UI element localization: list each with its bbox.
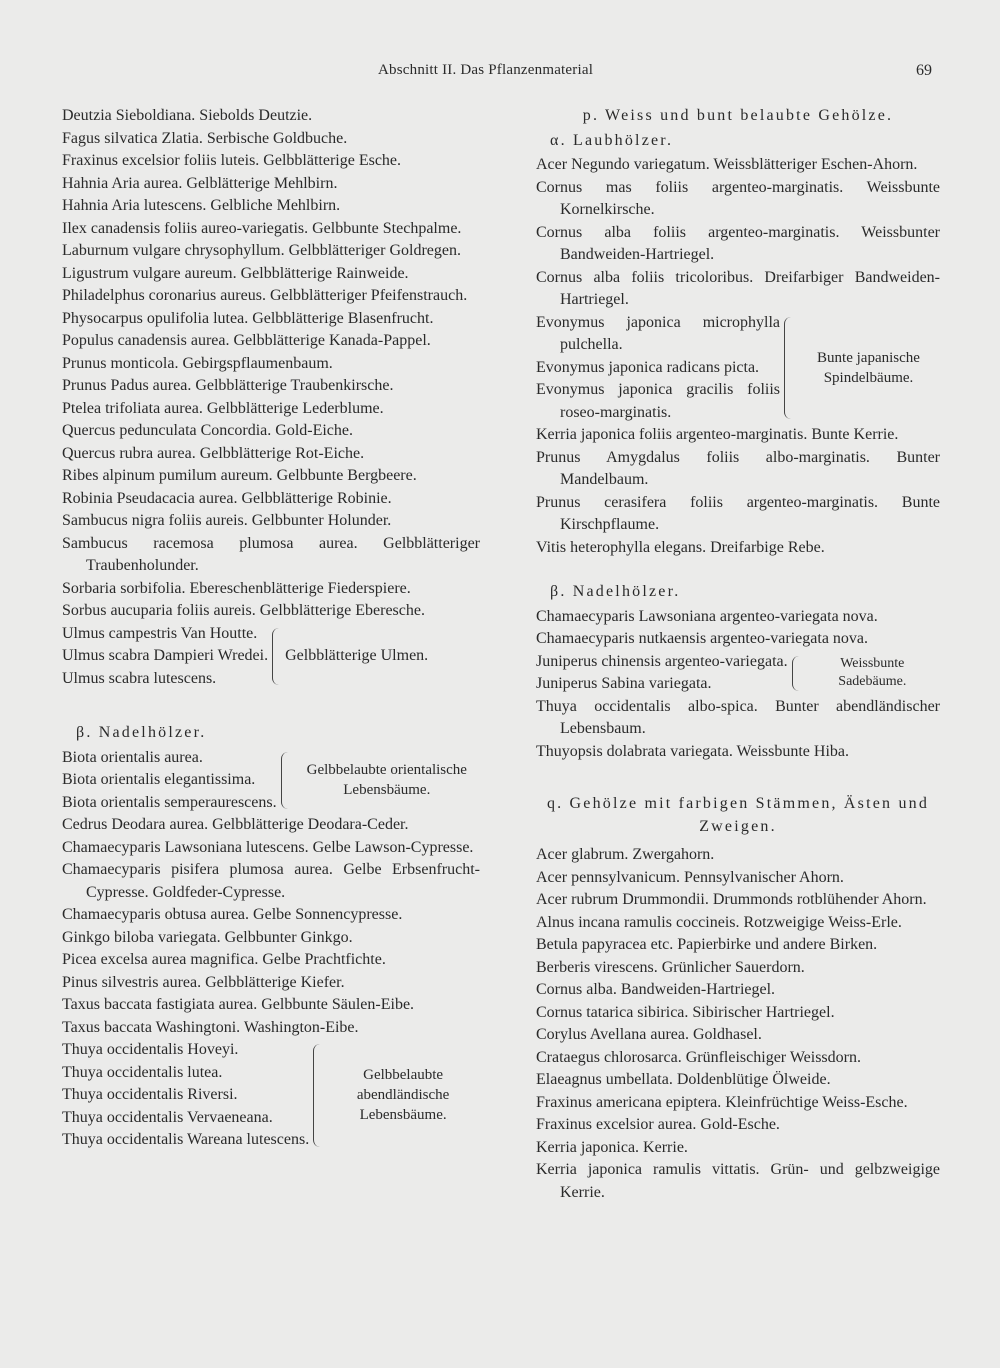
entry-item: Elaeagnus umbellata. Doldenblütige Ölweide. xyxy=(536,1071,831,1088)
biota-group xyxy=(62,747,480,815)
entry-item: Taxus baccata fastigiata aurea. Gelbbunte Säulen-Eibe. xyxy=(62,996,415,1013)
entry-item: Acer rubrum Drummondii. Drummonds rotblühender Ahorn. xyxy=(536,891,927,908)
entry-item: Quercus rubra aurea. Gelbblätterige Rot-Eiche. xyxy=(62,444,365,462)
entry-list-top xyxy=(62,105,480,623)
group-item: Ulmus scabra lutescens. xyxy=(62,669,217,687)
entry-item: Thuyopsis dolabrata variegata. Weissbunte Hiba. xyxy=(536,742,849,760)
thuya-group-label: Gelbbelaubte abendländische Lebensbäume. xyxy=(356,1067,450,1124)
entry-item: Fraxinus excelsior foliis luteis. Gelbblätterige Esche. xyxy=(62,152,402,169)
section-p-heading: p. Weiss und bunt belaubte Gehölze. xyxy=(582,107,894,124)
group-item: Biota orientalis elegantissima. xyxy=(62,771,256,788)
thuya-group xyxy=(62,1039,480,1152)
entry-item: Chamaecyparis pisifera plumosa aurea. Gelbe Erbsenfrucht-Cypresse. Goldfeder-Cypresse. xyxy=(62,861,480,901)
entry-item: Philadelphus coronarius aureus. Gelbblätteriger Pfeifenstrauch. xyxy=(62,287,468,304)
page-number: 69 xyxy=(916,62,932,79)
group-item: Ulmus campestris Van Houtte. xyxy=(62,624,258,642)
group-item: Ulmus scabra Dampieri Wredei. xyxy=(62,647,269,664)
brace-icon xyxy=(784,317,791,420)
entry-item: Laburnum vulgare chrysophyllum. Gelbblätteriger Goldregen. xyxy=(62,242,461,259)
group-item: Thuya occidentalis Wareana lutescens. xyxy=(62,1131,310,1148)
entry-item: Cornus alba foliis argenteo-marginatis. Weissbunter Bandweiden-Hartriegel. xyxy=(536,223,940,263)
group-item: Evonymus japonica gracilis foliis roseo-marginatis. xyxy=(536,381,780,421)
left-column xyxy=(62,105,480,1152)
entry-item: Cornus tatarica sibirica. Sibirischer Hartriegel. xyxy=(536,1003,835,1021)
entry-item: Prunus Amygdalus foliis albo-marginatis. Bunter Mandelbaum. xyxy=(536,448,940,488)
juniperus-group-label: Weissbunte Sadebäume. xyxy=(838,656,907,689)
laub-heading: α. Laubhölzer. xyxy=(550,131,674,149)
entry-item: Picea excelsa aurea magnifica. Gelbe Prachtfichte. xyxy=(62,951,386,968)
entry-item: Corylus Avellana aurea. Goldhasel. xyxy=(536,1026,762,1043)
group-item: Biota orientalis aurea. xyxy=(62,748,203,766)
entry-list-q xyxy=(536,844,940,1204)
entry-item: Cedrus Deodara aurea. Gelbblätterige Deodara-Ceder. xyxy=(62,816,409,833)
entry-item: Acer glabrum. Zwergahorn. xyxy=(536,846,715,863)
entry-item: Acer pennsylvanicum. Pennsylvanischer Ahorn. xyxy=(536,868,844,886)
entry-item: Acer Negundo variegatum. Weissblätteriger Eschen-Ahorn. xyxy=(536,156,918,173)
entry-item: Crataegus chlorosarca. Grünfleischiger Weissdorn. xyxy=(536,1048,861,1066)
juniperus-items xyxy=(536,651,788,696)
entry-item: Fagus silvatica Zlatia. Serbische Goldbuche. xyxy=(62,129,348,147)
juniperus-group xyxy=(536,651,940,696)
entry-item: Prunus cerasifera foliis argenteo-marginatis. Bunte Kirschpflaume. xyxy=(536,493,940,533)
entry-item: Robinia Pseudacacia aurea. Gelbblätterige Robinie. xyxy=(62,489,392,507)
entry-item: Ligustrum vulgare aureum. Gelbblätterige Rainweide. xyxy=(62,264,409,282)
entry-item: Ptelea trifoliata aurea. Gelbblätterige Lederblume. xyxy=(62,399,384,417)
entry-item: Hahnia Aria aurea. Gelblätterige Mehlbirn. xyxy=(62,174,338,192)
evonymus-group-label: Bunte japanische Spindelbäume. xyxy=(817,349,920,386)
entry-item: Ribes alpinum pumilum aureum. Gelbbunte Bergbeere. xyxy=(62,467,417,484)
entry-item: Quercus pedunculata Concordia. Gold-Eiche. xyxy=(62,422,354,439)
ulmus-group xyxy=(62,623,480,691)
evonymus-items xyxy=(536,312,780,425)
entry-item: Cornus mas foliis argenteo-marginatis. Weissbunte Kornelkirsche. xyxy=(536,178,940,218)
biota-group-label: Gelbbelaubte orientalische Lebensbäume. xyxy=(306,762,467,799)
entry-item: Prunus Padus aurea. Gelbblätterige Traubenkirsche. xyxy=(62,377,394,394)
group-item: Juniperus chinensis argenteo-variegata. xyxy=(536,652,788,670)
entry-item: Physocarpus opulifolia lutea. Gelbblätterige Blasenfrucht. xyxy=(62,309,434,327)
entry-item: Sorbus aucuparia foliis aureis. Gelbblätterige Eberesche. xyxy=(62,602,425,619)
entry-item: Kerria japonica. Kerrie. xyxy=(536,1138,688,1156)
entry-item: Taxus baccata Washingtoni. Washington-Eibe. xyxy=(62,1018,359,1036)
entry-item: Kerria japonica foliis argenteo-marginatis. Bunte Kerrie. xyxy=(536,426,899,443)
entry-list-p2 xyxy=(536,424,940,559)
entry-item: Chamaecyparis Lawsoniana argenteo-variegata nova. xyxy=(536,607,878,625)
group-item: Juniperus Sabina variegata. xyxy=(536,675,712,692)
entry-item: Vitis heterophylla elegans. Dreifarbige Rebe. xyxy=(536,538,825,556)
entry-item: Fraxinus excelsior aurea. Gold-Esche. xyxy=(536,1116,780,1133)
entry-item: Alnus incana ramulis coccineis. Rotzweigige Weiss-Erle. xyxy=(536,913,902,931)
entry-item: Sambucus nigra foliis aureis. Gelbbunter Holunder. xyxy=(62,512,392,529)
entry-item: Cornus alba foliis tricoloribus. Dreifarbiger Bandweiden-Hartriegel. xyxy=(536,268,940,308)
biota-items xyxy=(62,747,277,815)
group-item: Thuya occidentalis Riversi. xyxy=(62,1086,238,1103)
brace-icon xyxy=(281,752,288,810)
entry-item: Betula papyracea etc. Papierbirke und andere Birken. xyxy=(536,936,878,953)
entry-list-p3 xyxy=(536,606,940,651)
group-item: Evonymus japonica microphylla pulchella. xyxy=(536,313,780,353)
entry-item: Kerria japonica ramulis vittatis. Grün- und gelbzweigige Kerrie. xyxy=(536,1161,940,1201)
brace-icon xyxy=(792,656,799,691)
entry-item: Cornus alba. Bandweiden-Hartriegel. xyxy=(536,981,776,998)
nadel-heading-left: β. Nadelhölzer. xyxy=(76,724,207,741)
entry-item: Deutzia Sieboldiana. Siebolds Deutzie. xyxy=(62,107,313,124)
entry-item: Populus canadensis aurea. Gelbblätterige Kanada-Pappel. xyxy=(62,332,431,349)
brace-icon xyxy=(272,628,279,686)
entry-item: Pinus silvestris aurea. Gelbblätterige Kiefer. xyxy=(62,973,345,991)
group-item: Thuya occidentalis lutea. xyxy=(62,1063,223,1081)
entry-item: Prunus monticola. Gebirgspflaumenbaum. xyxy=(62,354,333,372)
entry-item: Ginkgo biloba variegata. Gelbbunter Ginkgo. xyxy=(62,928,353,946)
nadel-heading-right: β. Nadelhölzer. xyxy=(550,583,681,600)
entry-item: Chamaecyparis nutkaensis argenteo-variegata nova. xyxy=(536,630,869,647)
ulmus-items xyxy=(62,623,268,691)
entry-item: Sambucus racemosa plumosa aurea. Gelbblätteriger Traubenholunder. xyxy=(62,534,480,574)
entry-item: Berberis virescens. Grünlicher Sauerdorn. xyxy=(536,958,805,976)
entry-item: Hahnia Aria lutescens. Gelbliche Mehlbirn. xyxy=(62,197,341,214)
group-item: Thuya occidentalis Hoveyi. xyxy=(62,1041,239,1058)
group-item: Biota orientalis semperaurescens. xyxy=(62,793,277,811)
group-item: Evonymus japonica radicans picta. xyxy=(536,358,760,376)
brace-icon xyxy=(313,1044,320,1147)
thuya-items xyxy=(62,1039,309,1152)
entry-item: Thuya occidentalis albo-spica. Bunter abendländischer Lebensbaum. xyxy=(536,697,940,737)
section-q-heading: q. Gehölze mit farbigen Stämmen, Ästen und Zweigen. xyxy=(546,795,930,835)
page-header-title: Abschnitt II. Das Pflanzenmaterial xyxy=(378,62,594,78)
entry-list-p4 xyxy=(536,696,940,764)
entry-list-p1 xyxy=(536,154,940,312)
entry-item: Sorbaria sorbifolia. Ebereschenblätterige Fiederspiere. xyxy=(62,579,411,597)
entry-item: Fraxinus americana epiptera. Kleinfrüchtige Weiss-Esche. xyxy=(536,1093,908,1111)
entry-item: Chamaecyparis obtusa aurea. Gelbe Sonnencypresse. xyxy=(62,906,403,923)
right-column xyxy=(536,105,940,1204)
entry-item: Ilex canadensis foliis aureo-variegatis. Gelbbunte Stechpalme. xyxy=(62,219,462,237)
group-item: Thuya occidentalis Vervaeneana. xyxy=(62,1108,273,1126)
entry-list-mid xyxy=(62,814,480,1039)
evonymus-group xyxy=(536,312,940,425)
ulmus-group-label: Gelbblätterige Ulmen. xyxy=(285,647,429,665)
entry-item: Chamaecyparis Lawsoniana lutescens. Gelbe Lawson-Cypresse. xyxy=(62,838,474,856)
